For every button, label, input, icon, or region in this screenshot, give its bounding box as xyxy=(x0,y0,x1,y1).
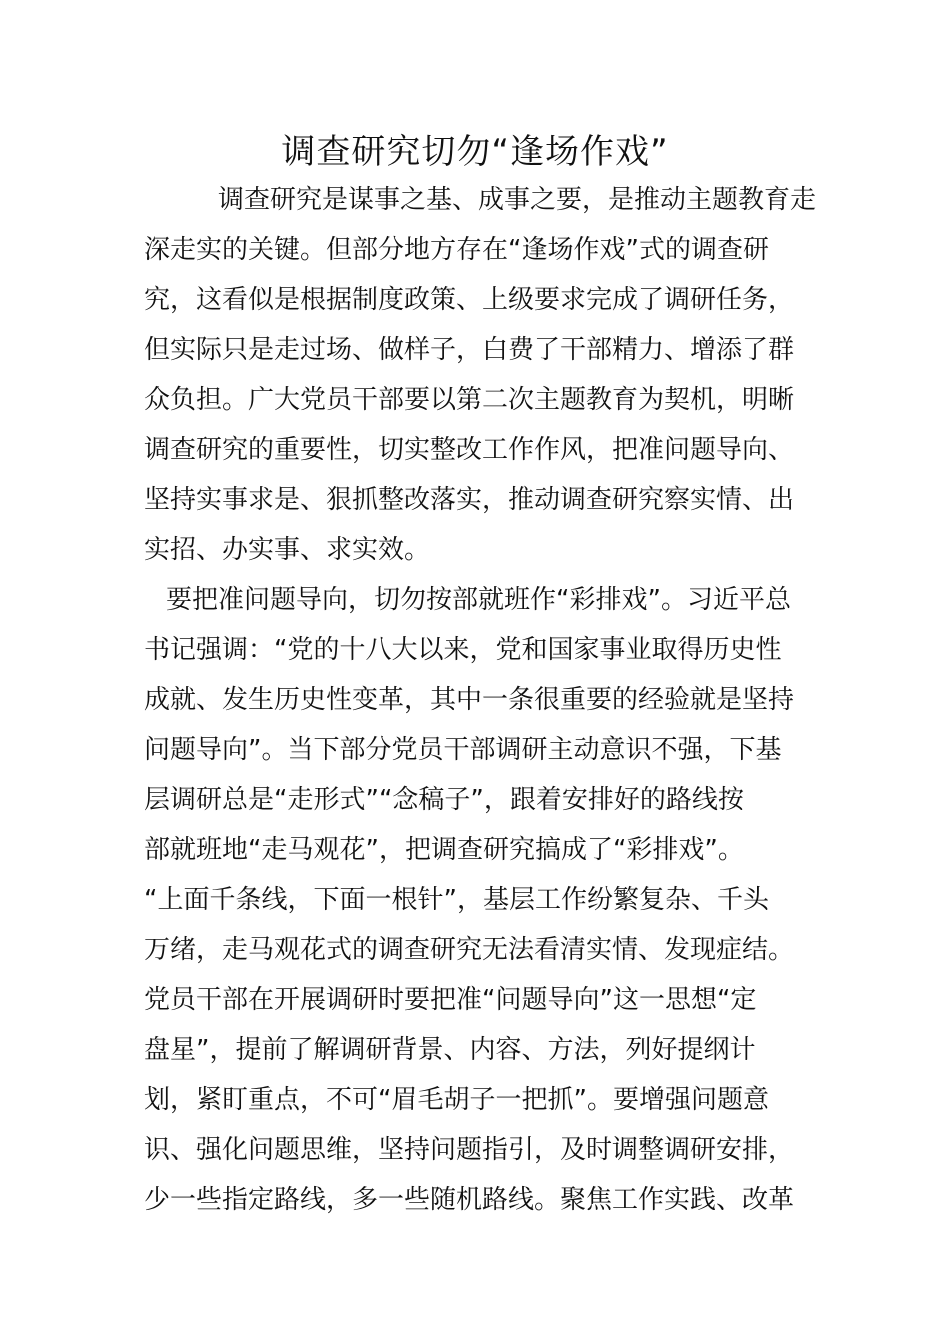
text-line: 部就班地“走马观花”，把调查研究搞成了“彩排戏”。 xyxy=(144,835,744,865)
text-line: 问题导向”。当下部分党员干部调研主动意识不强，下基 xyxy=(144,735,782,765)
text-line: 成就、发生历史性变革，其中一条很重要的经验就是坚持 xyxy=(144,685,795,715)
text-line: 坚持实事求是、狠抓整改落实，推动调查研究察实情、出 xyxy=(144,485,795,515)
text-line: 少一些指定路线，多一些随机路线。聚焦工作实践、改革 xyxy=(144,1185,795,1215)
text-line: 层调研总是“走形式”“念稿子”，跟着安排好的路线按 xyxy=(144,785,744,815)
text-line: 书记强调：“党的十八大以来，党和国家事业取得历史性 xyxy=(144,635,782,665)
text-line: 调查研究是谋事之基、成事之要，是推动主题教育走 xyxy=(218,185,817,215)
text-line: 调查研究的重要性，切实整改工作作风，把准问题导向、 xyxy=(144,435,795,465)
text-line: 划，紧盯重点，不可“眉毛胡子一把抓”。要增强问题意 xyxy=(144,1085,769,1115)
text-line: 究，这看似是根据制度政策、上级要求完成了调研任务， xyxy=(144,285,795,315)
text-line: “上面千条线，下面一根针”，基层工作纷繁复杂、千头 xyxy=(144,885,769,915)
text-line: 但实际只是走过场、做样子，白费了干部精力、增添了群 xyxy=(144,335,795,365)
document-title: 调查研究切勿“逢场作戏” xyxy=(281,132,669,172)
text-line: 要把准问题导向，切勿按部就班作“彩排戏”。习近平总 xyxy=(166,585,791,615)
text-line: 识、强化问题思维，坚持问题指引，及时调整调研安排， xyxy=(144,1135,795,1165)
text-line: 实招、办实事、求实效。 xyxy=(144,535,431,565)
text-line: 众负担。广大党员干部要以第二次主题教育为契机，明晰 xyxy=(144,385,795,415)
text-line: 深走实的关键。但部分地方存在“逢场作戏”式的调查研 xyxy=(144,235,769,265)
text-line: 盘星”，提前了解调研背景、内容、方法，列好提纲计 xyxy=(144,1035,756,1065)
text-line: 党员干部在开展调研时要把准“问题导向”这一思想“定 xyxy=(144,985,757,1015)
text-line: 万绪，走马观花式的调查研究无法看清实情、发现症结。 xyxy=(144,935,795,965)
